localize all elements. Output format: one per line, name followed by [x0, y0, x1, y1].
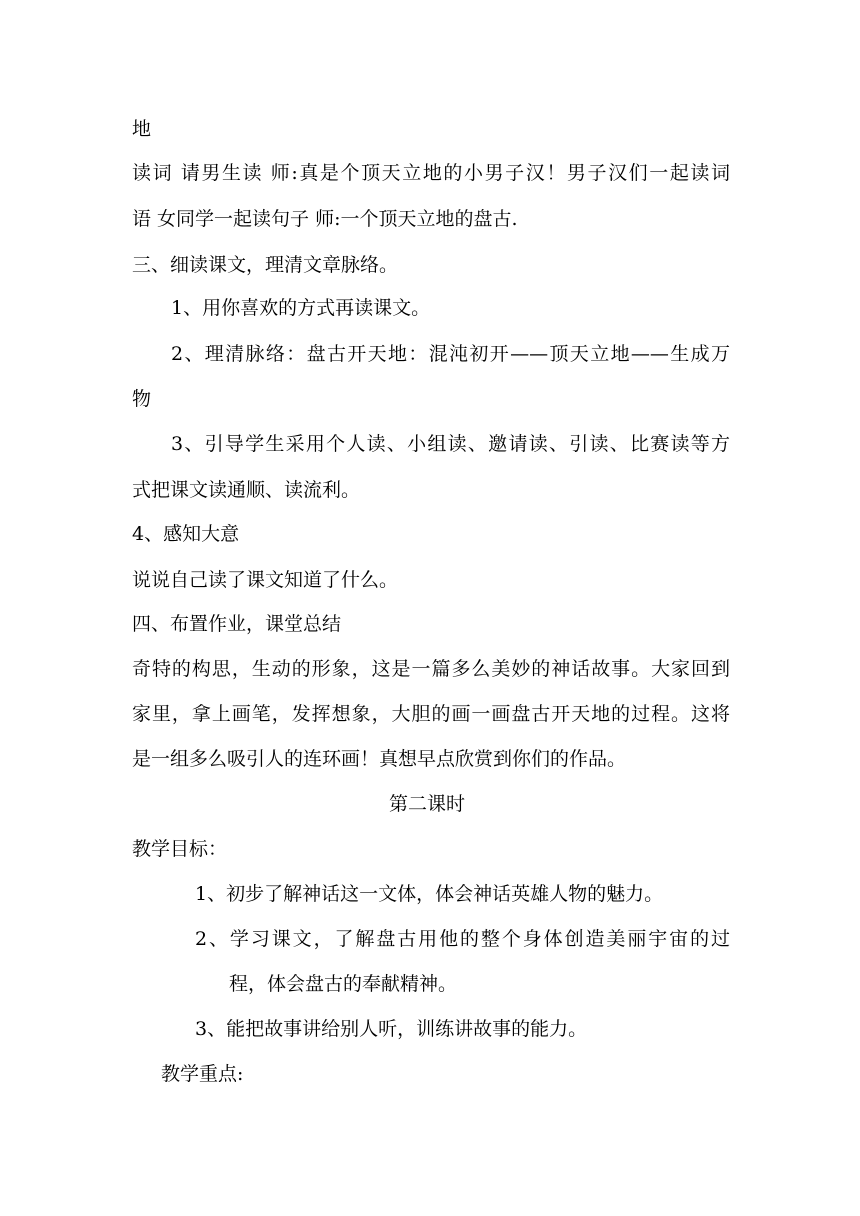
text-line: 地	[132, 118, 152, 140]
text-line: 2、理清脉络：盘古开天地：混沌初开——顶天立地——生成万	[171, 343, 730, 365]
text-line: 3、引导学生采用个人读、小组读、邀请读、引读、比赛读等方	[171, 433, 730, 455]
section-heading: 四、布置作业，课堂总结	[132, 613, 342, 635]
lesson-title: 第二课时	[389, 793, 466, 815]
list-item: 2、学习课文，了解盘古用他的整个身体创造美丽宇宙的过	[195, 928, 730, 950]
text-line: 是一组多么吸引人的连环画！真想早点欣赏到你们的作品。	[132, 748, 627, 770]
text-line: 语 女同学一起读句子 师:一个顶天立地的盘古.	[132, 208, 518, 230]
text-line: 1、用你喜欢的方式再读课文。	[171, 297, 431, 319]
text-line: 程，体会盘古的奉献精神。	[229, 973, 458, 995]
text-line: 家里，拿上画笔，发挥想象，大胆的画一画盘古开天地的过程。这将	[132, 703, 730, 725]
list-item: 1、初步了解神话这一文体，体会神话英雄人物的魅力。	[195, 883, 664, 905]
text-line: 奇特的构思，生动的形象，这是一篇多么美妙的神话故事。大家回到	[132, 658, 730, 680]
section-heading: 教学重点:	[161, 1063, 244, 1085]
text-line: 读词 请男生读 师:真是个顶天立地的小男子汉！男子汉们一起读词	[132, 162, 730, 184]
section-heading: 三、细读课文，理清文章脉络。	[132, 254, 399, 276]
section-heading: 教学目标：	[132, 838, 228, 860]
text-line: 说说自己读了课文知道了什么。	[132, 569, 399, 591]
list-item: 3、能把故事讲给别人听，训练讲故事的能力。	[195, 1018, 588, 1040]
text-line: 式把课文读通顺、读流利。	[132, 479, 361, 501]
text-line: 4、感知大意	[132, 523, 240, 545]
text-line: 物	[132, 388, 152, 410]
